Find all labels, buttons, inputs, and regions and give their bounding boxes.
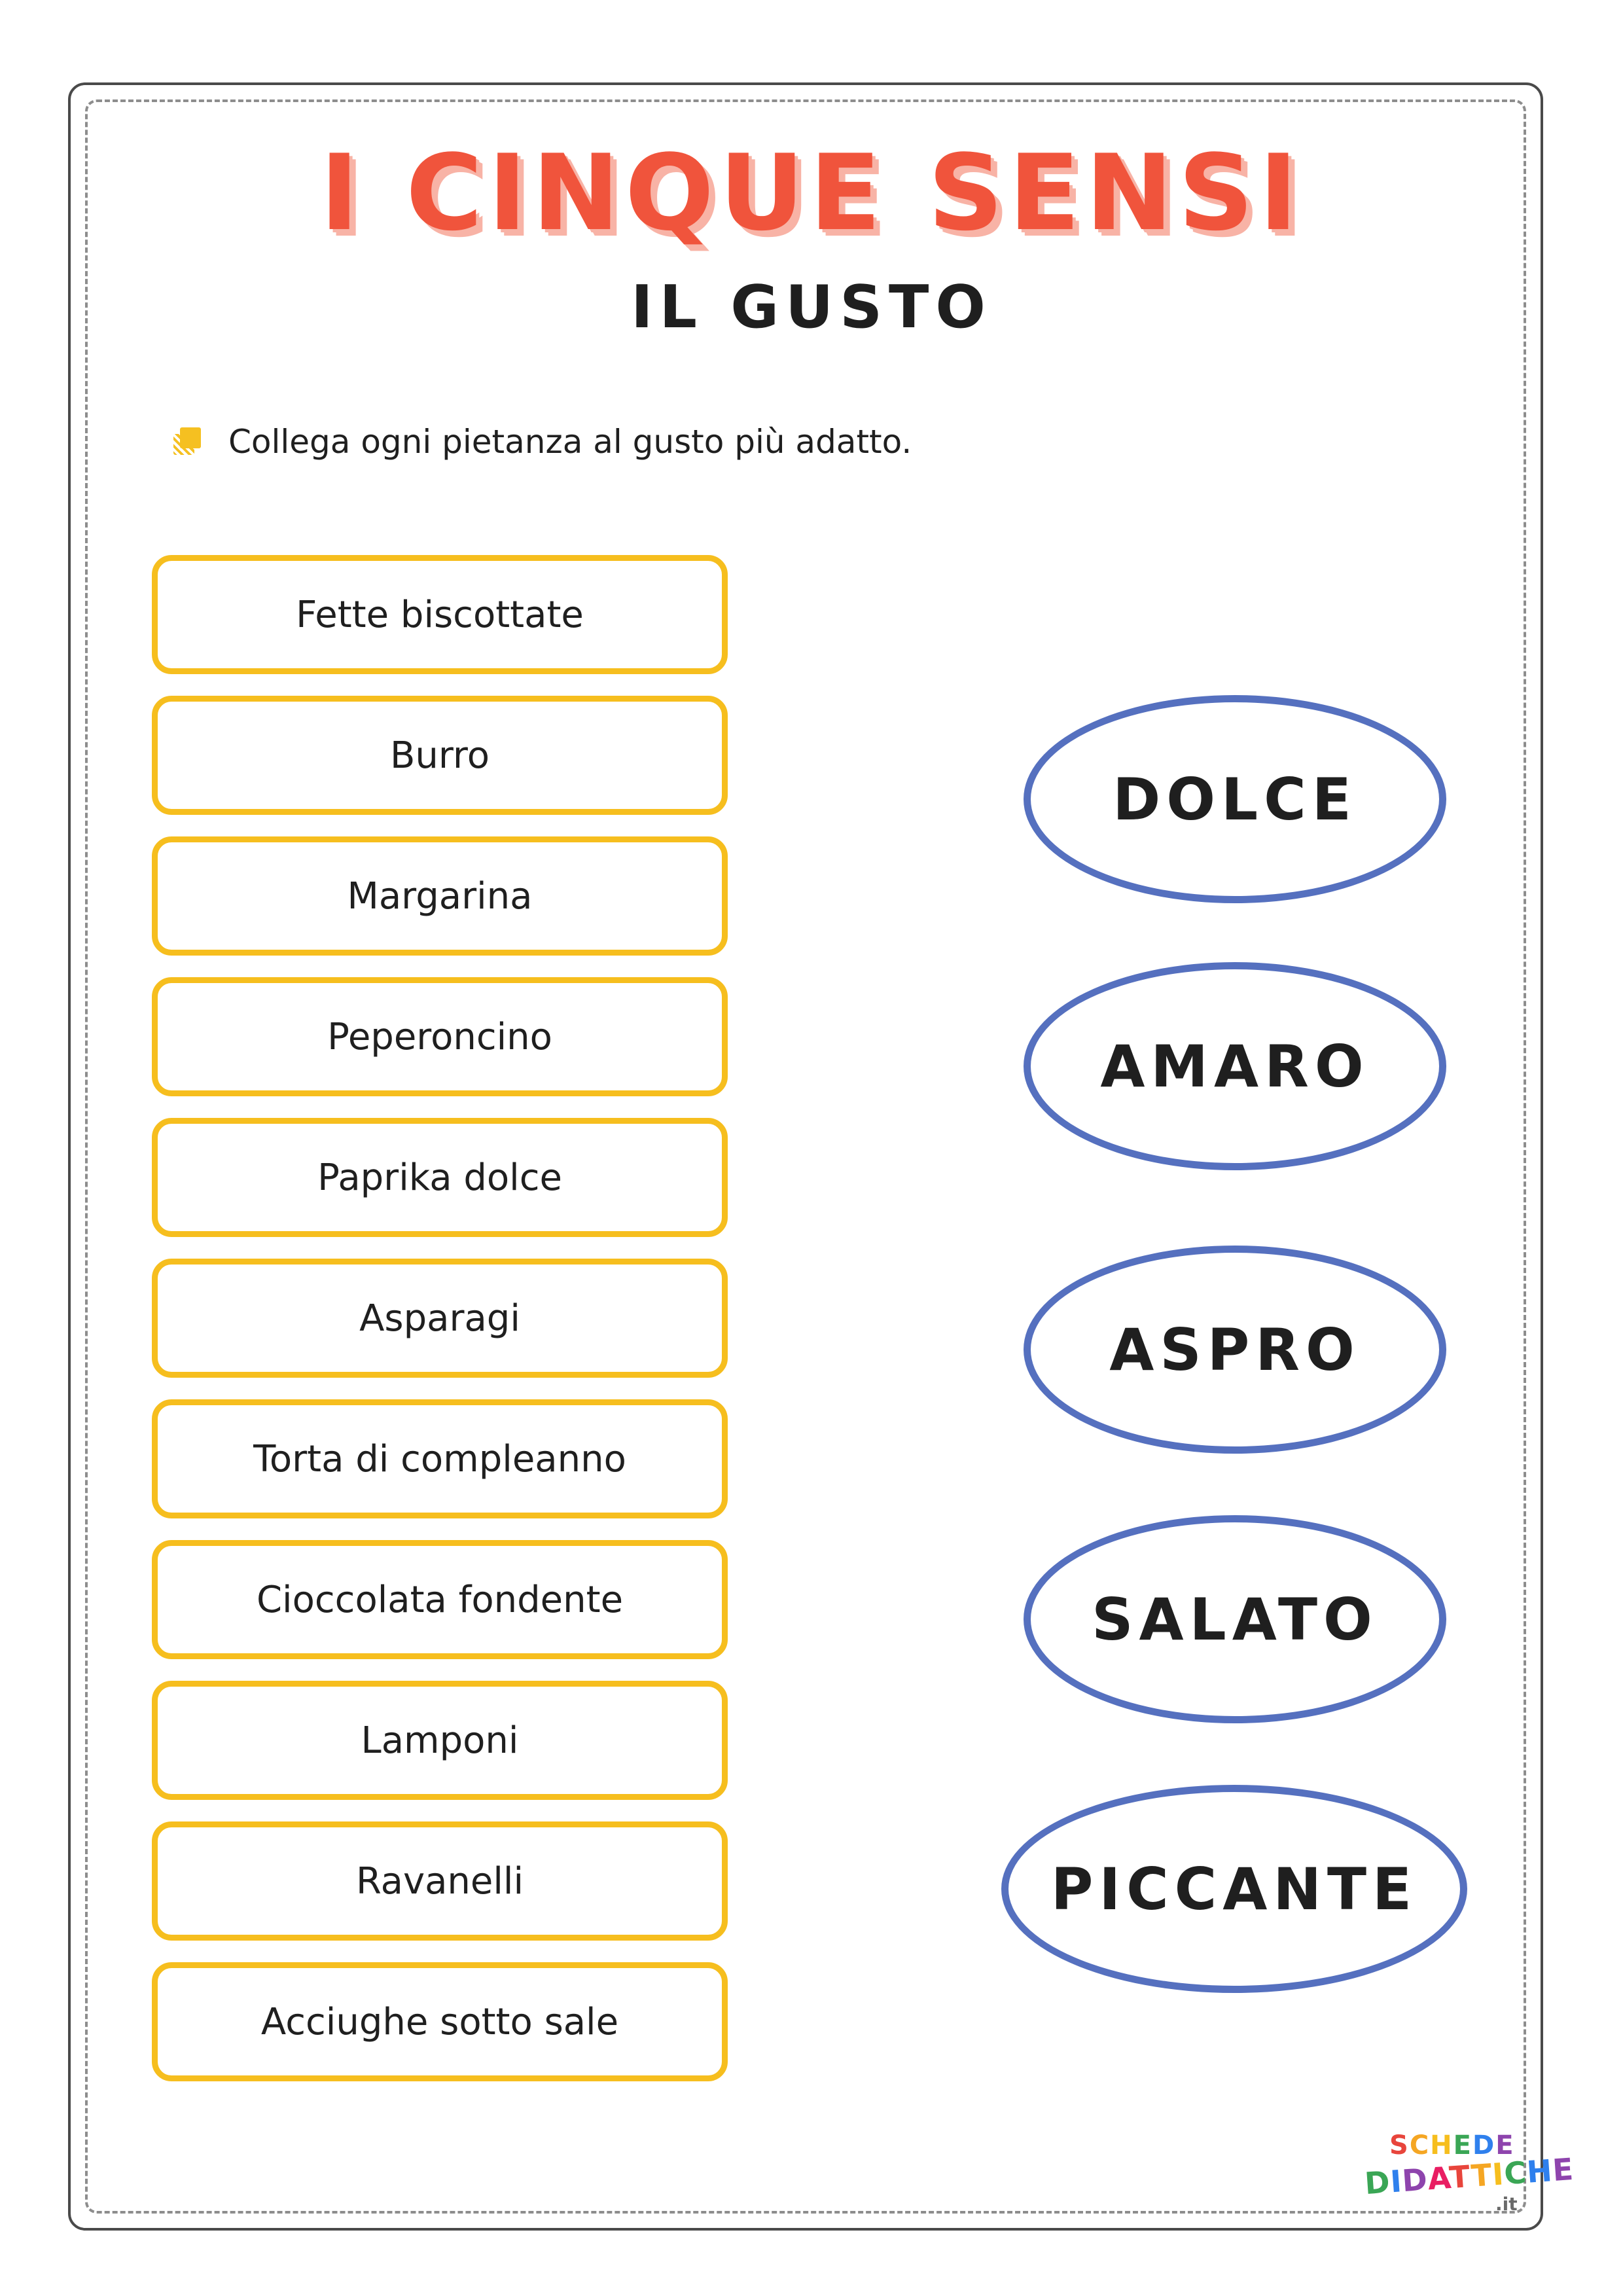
- logo-letter: D: [1363, 2164, 1392, 2202]
- taste-piccante[interactable]: PICCANTE: [1001, 1785, 1467, 1993]
- food-item-fette-biscottate[interactable]: Fette biscottate: [152, 555, 728, 674]
- logo-letter: I: [1389, 2163, 1404, 2200]
- logo-letter: S: [1389, 2130, 1410, 2161]
- logo-letter: H: [1525, 2153, 1554, 2190]
- logo-letter: E: [1551, 2151, 1575, 2189]
- food-item-ravanelli[interactable]: Ravanelli: [152, 1821, 728, 1941]
- food-item-torta-di-compleanno[interactable]: Torta di compleanno: [152, 1399, 728, 1518]
- taste-dolce[interactable]: DOLCE: [1024, 695, 1446, 903]
- logo-line-1: [1389, 2132, 1515, 2159]
- food-item-asparagi[interactable]: Asparagi: [152, 1259, 728, 1378]
- food-list: [152, 555, 728, 2103]
- taste-aspro[interactable]: ASPRO: [1024, 1246, 1446, 1454]
- logo-letter: T: [1448, 2158, 1472, 2196]
- food-item-burro[interactable]: Burro: [152, 696, 728, 815]
- logo-line-3: .it: [1495, 2193, 1518, 2215]
- food-item-paprika-dolce[interactable]: Paprika dolce: [152, 1118, 728, 1237]
- page-title: I CINQUE SENSI: [319, 132, 1304, 254]
- logo-letter: E: [1495, 2130, 1515, 2161]
- logo-letter: C: [1409, 2130, 1431, 2161]
- logo-letter: E: [1453, 2130, 1472, 2161]
- instruction-text: Collega ogni pietanza al gusto più adatto.: [228, 423, 912, 461]
- page-subtitle: IL GUSTO: [631, 273, 992, 342]
- logo-letter: T: [1470, 2157, 1494, 2194]
- stacked-squares-icon: [173, 427, 202, 456]
- taste-salato[interactable]: SALATO: [1024, 1515, 1446, 1723]
- logo-letter: H: [1430, 2130, 1454, 2161]
- logo-letter: A: [1426, 2160, 1451, 2197]
- food-item-cioccolata-fondente[interactable]: Cioccolata fondente: [152, 1540, 728, 1659]
- logo-line-2: [1363, 2151, 1575, 2202]
- taste-amaro[interactable]: AMARO: [1024, 962, 1446, 1170]
- schede-didattiche-logo: [1363, 2127, 1575, 2219]
- food-item-peperoncino[interactable]: Peperoncino: [152, 977, 728, 1096]
- logo-letter: I: [1491, 2156, 1506, 2193]
- instruction: [173, 416, 912, 468]
- food-item-acciughe-sotto-sale[interactable]: Acciughe sotto sale: [152, 1962, 728, 2081]
- food-item-margarina[interactable]: Margarina: [152, 836, 728, 956]
- logo-letter: D: [1400, 2161, 1429, 2199]
- food-item-lamponi[interactable]: Lamponi: [152, 1681, 728, 1800]
- logo-letter: D: [1472, 2130, 1496, 2161]
- logo-letter: C: [1503, 2154, 1528, 2192]
